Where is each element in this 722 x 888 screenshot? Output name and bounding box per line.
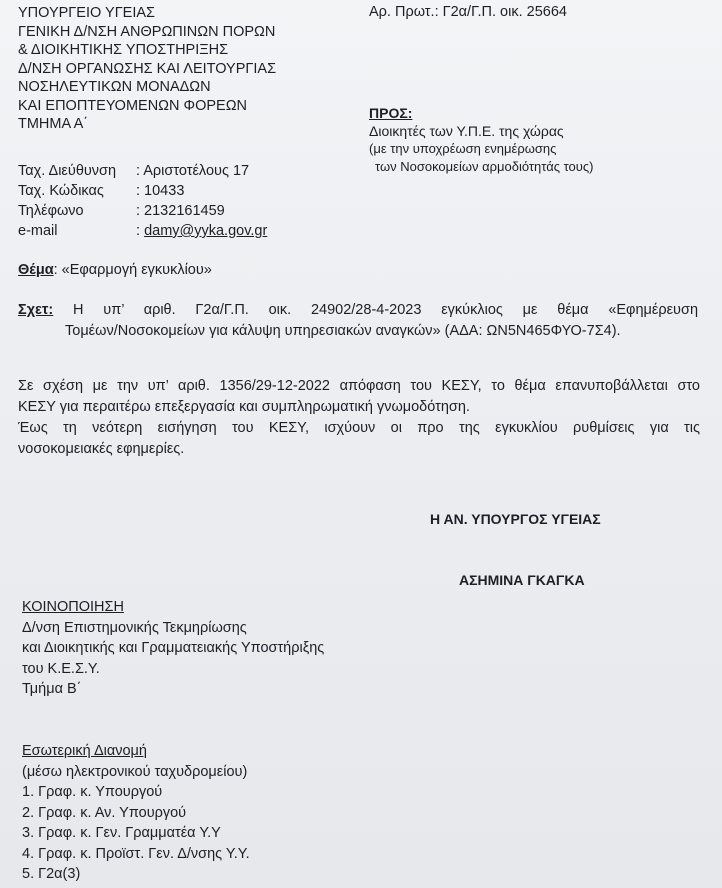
body-line: ΚΕΣΥ για περαιτέρω επεξεργασία και συμπληρωματική γνωμοδότηση. (18, 399, 470, 415)
reference-line (18, 300, 698, 321)
header-line: ΚΑΙ ΕΠΟΠΤΕΥΟΜΕΝΩΝ ΦΟΡΕΩΝ (18, 97, 248, 114)
contact-value: : Αριστοτέλους 17 (136, 163, 250, 179)
recipient-line: (με την υποχρέωση ενημέρωσης (369, 141, 557, 156)
cc-line: του Κ.Ε.Σ.Υ. (22, 660, 100, 677)
body-text (18, 376, 700, 460)
reference-line: Τομέων/Νοσοκομείων για κάλυψη υπηρεσιακών αναγκών» (ΑΔΑ: ΩΝ5Ν465ΦΥΟ-7Σ4). (65, 323, 621, 339)
contact-value: : 10433 (136, 183, 185, 199)
header-line: Δ/ΝΣΗ ΟΡΓΑΝΩΣΗΣ ΚΑΙ ΛΕΙΤΟΥΡΓΙΑΣ (18, 60, 277, 77)
recipient-block (369, 104, 594, 176)
cc-block (22, 597, 324, 700)
email-link[interactable]: damy@yyka.gov.gr (144, 223, 268, 239)
contact-label: Τηλέφωνο (18, 203, 84, 219)
reference-label: Σχετ: (18, 302, 54, 318)
contact-row (18, 161, 267, 181)
issuer-header (18, 4, 276, 134)
header-line: & ΔΙΟΙΚΗΤΙΚΗΣ ΥΠΟΣΤΗΡΙΞΗΣ (18, 42, 229, 58)
contact-row (18, 201, 267, 221)
distribution-label: Εσωτερική Διανομή (22, 743, 147, 759)
distribution-item: 2. Γραφ. κ. Αν. Υπουργού (22, 804, 187, 821)
recipient-label: ΠΡΟΣ: (369, 105, 413, 121)
cc-line: Δ/νση Επιστημονικής Τεκμηρίωσης (22, 619, 247, 636)
distribution-item: 1. Γραφ. κ. Υπουργού (22, 784, 163, 800)
contact-row (18, 221, 267, 241)
subject-text: : «Εφαρμογή εγκυκλίου» (53, 262, 212, 278)
reference-text: Η υπ’ αριθ. Γ2α/Γ.Π. οικ. 24902/28-4-2023 εγκύκλιος με θέμα «Εφημέρευση (73, 302, 699, 318)
distribution-item: 3. Γραφ. κ. Γεν. Γραμματέα Υ.Υ (22, 825, 221, 841)
cc-line: Τμήμα Β΄ (22, 681, 82, 697)
signatory-name: ΑΣΗΜΙΝΑ ΓΚΑΓΚΑ (459, 572, 585, 588)
contact-row (18, 181, 267, 201)
reference-block (18, 300, 698, 342)
subject-line (18, 262, 212, 278)
protocol-number: Αρ. Πρωτ.: Γ2α/Γ.Π. οικ. 25664 (369, 4, 567, 20)
cc-line: και Διοικητικής και Γραμματειακής Υποστήριξης (22, 640, 325, 656)
distribution-item: 4. Γραφ. κ. Προϊστ. Γεν. Δ/νσης Υ.Υ. (22, 845, 250, 862)
body-line: νοσοκομειακές εφημερίες. (18, 441, 185, 457)
recipient-line: Διοικητές των Υ.Π.Ε. της χώρας (369, 123, 564, 139)
internal-distribution (22, 741, 250, 885)
recipient-line: των Νοσοκομείων αρμοδιότητάς τους) (375, 159, 594, 174)
header-line: ΤΜΗΜΑ Α΄ (18, 116, 89, 132)
contact-label: Ταχ. Διεύθυνση (18, 163, 117, 179)
contact-value: : 2132161459 (136, 203, 225, 219)
header-line: ΓΕΝΙΚΗ Δ/ΝΣΗ ΑΝΘΡΩΠΙΝΩΝ ΠΟΡΩΝ (18, 23, 276, 40)
email-label: e-mail (18, 223, 58, 239)
cc-label: ΚΟΙΝΟΠΟΙΗΣΗ (22, 599, 124, 615)
contact-block (18, 161, 267, 241)
signatory-title: Η ΑΝ. ΥΠΟΥΡΓΟΣ ΥΓΕΙΑΣ (430, 511, 601, 527)
body-line: Έως τη νεότερη εισήγηση του ΚΕΣΥ, ισχύουν οι προ της εγκυκλίου ρυθμίσεις για τις (18, 420, 700, 436)
contact-label: Ταχ. Κώδικας (18, 183, 104, 199)
body-line: Σε σχέση με την υπ’ αριθ. 1356/29-12-2022 απόφαση του ΚΕΣΥ, το θέμα επανυποβάλλεται στο (18, 378, 700, 394)
email-prefix: : (136, 223, 145, 239)
subject-label: Θέμα (18, 262, 54, 278)
header-line: ΥΠΟΥΡΓΕΙΟ ΥΓΕΙΑΣ (18, 5, 156, 21)
header-line: ΝΟΣΗΛΕΥΤΙΚΩΝ ΜΟΝΑΔΩΝ (18, 79, 211, 95)
distribution-item: 5. Γ2α(3) (22, 866, 81, 882)
distribution-note: (μέσω ηλεκτρονικού ταχυδρομείου) (22, 763, 248, 780)
